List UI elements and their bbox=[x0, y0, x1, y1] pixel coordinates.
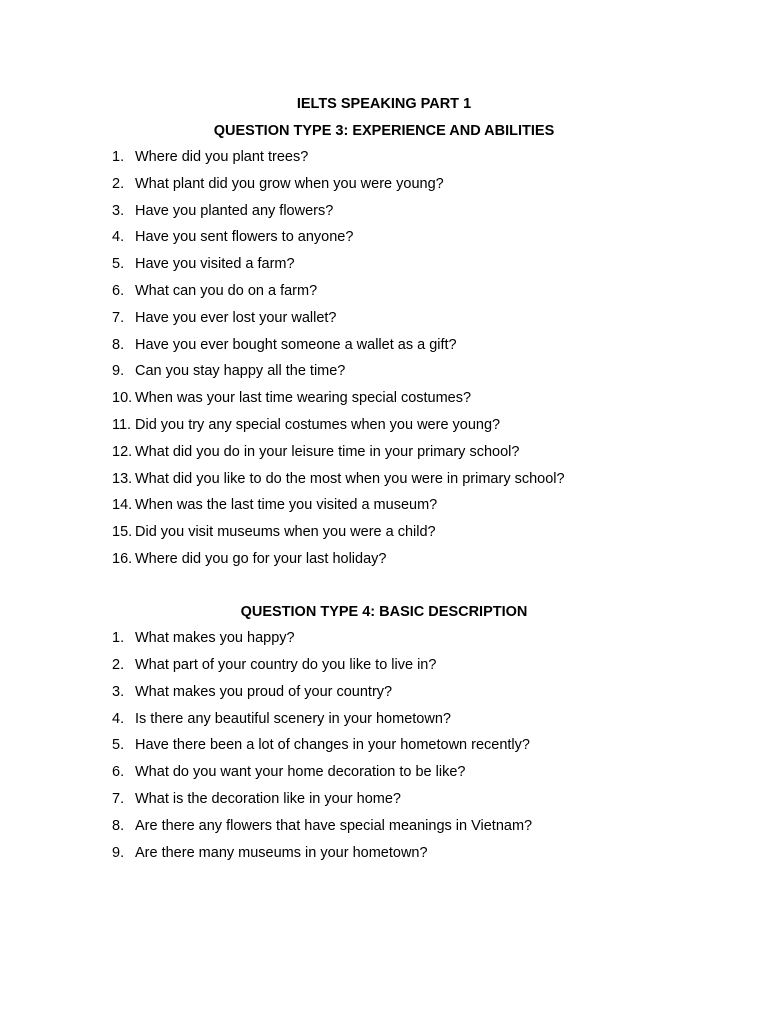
question-number: 6. bbox=[112, 282, 125, 299]
question-number: 12. bbox=[112, 443, 133, 460]
question-item bbox=[0, 546, 768, 573]
question-number: 1. bbox=[112, 630, 125, 647]
question-text: When was your last time wearing special costumes? bbox=[135, 390, 472, 407]
question-item bbox=[0, 412, 768, 439]
question-text: What is the decoration like in your home? bbox=[135, 791, 401, 808]
question-item bbox=[0, 732, 768, 759]
question-number: 8. bbox=[112, 817, 125, 834]
question-text: What plant did you grow when you were young? bbox=[135, 175, 444, 192]
question-number: 15. bbox=[112, 524, 133, 541]
question-item bbox=[0, 840, 768, 867]
question-text: What do you want your home decoration to be like? bbox=[135, 764, 466, 781]
question-item bbox=[0, 679, 768, 706]
section-heading: QUESTION TYPE 4: BASIC DESCRIPTION bbox=[240, 603, 528, 620]
question-text: Can you stay happy all the time? bbox=[135, 363, 346, 380]
question-item bbox=[0, 251, 768, 278]
question-text: What part of your country do you like to live in? bbox=[135, 657, 437, 674]
question-number: 8. bbox=[112, 336, 125, 353]
question-number: 2. bbox=[112, 175, 125, 192]
question-text: What did you do in your leisure time in your primary school? bbox=[135, 443, 520, 460]
question-item bbox=[0, 171, 768, 198]
question-number: 9. bbox=[112, 363, 125, 380]
question-text: Did you try any special costumes when you were young? bbox=[135, 416, 501, 433]
question-text: Have there been a lot of changes in your hometown recently? bbox=[135, 737, 530, 754]
question-text: Where did you plant trees? bbox=[135, 149, 309, 165]
question-item bbox=[0, 144, 768, 171]
question-item bbox=[0, 332, 768, 359]
question-number: 14. bbox=[112, 497, 133, 514]
question-text: Have you ever lost your wallet? bbox=[135, 309, 337, 326]
sections-container bbox=[0, 118, 768, 867]
question-number: 11. bbox=[112, 416, 132, 433]
question-number: 2. bbox=[112, 657, 125, 674]
question-number: 4. bbox=[112, 710, 125, 727]
question-text: What makes you happy? bbox=[135, 630, 295, 647]
question-item bbox=[0, 466, 768, 493]
question-item bbox=[0, 305, 768, 332]
question-item bbox=[0, 358, 768, 385]
question-item bbox=[0, 492, 768, 519]
question-text: Have you sent flowers to anyone? bbox=[135, 229, 354, 246]
question-number: 9. bbox=[112, 844, 125, 861]
question-item bbox=[0, 625, 768, 652]
question-number: 6. bbox=[112, 764, 125, 781]
question-item bbox=[0, 439, 768, 466]
question-item bbox=[0, 385, 768, 412]
question-text: Is there any beautiful scenery in your hometown? bbox=[135, 710, 451, 727]
question-number: 13. bbox=[112, 470, 133, 487]
question-number: 3. bbox=[112, 683, 125, 700]
question-text: Have you planted any flowers? bbox=[135, 202, 334, 219]
question-text: Did you visit museums when you were a child? bbox=[135, 524, 436, 541]
question-item bbox=[0, 519, 768, 546]
question-text: Where did you go for your last holiday? bbox=[135, 550, 387, 567]
question-item bbox=[0, 759, 768, 786]
question-number: 7. bbox=[112, 309, 125, 326]
question-list bbox=[0, 144, 768, 573]
document-title: IELTS SPEAKING PART 1 bbox=[296, 96, 472, 112]
section-spacer bbox=[0, 573, 768, 599]
question-text: Have you visited a farm? bbox=[135, 256, 295, 273]
question-text: Are there many museums in your hometown? bbox=[135, 844, 428, 861]
question-number: 5. bbox=[112, 256, 125, 273]
question-text: What can you do on a farm? bbox=[135, 282, 318, 299]
question-number: 1. bbox=[112, 149, 125, 165]
question-item bbox=[0, 706, 768, 733]
question-number: 7. bbox=[112, 791, 125, 808]
question-number: 5. bbox=[112, 737, 125, 754]
question-text: When was the last time you visited a museum? bbox=[135, 497, 438, 514]
section-heading: QUESTION TYPE 3: EXPERIENCE AND ABILITIES bbox=[213, 122, 555, 139]
question-item bbox=[0, 278, 768, 305]
question-item bbox=[0, 813, 768, 840]
question-number: 16. bbox=[112, 550, 133, 567]
question-item bbox=[0, 224, 768, 251]
question-text: Have you ever bought someone a wallet as a gift? bbox=[135, 336, 457, 353]
question-list bbox=[0, 625, 768, 866]
question-item bbox=[0, 652, 768, 679]
question-item bbox=[0, 198, 768, 225]
question-text: What makes you proud of your country? bbox=[135, 683, 393, 700]
question-number: 4. bbox=[112, 229, 125, 246]
question-number: 10. bbox=[112, 390, 133, 407]
question-item bbox=[0, 786, 768, 813]
question-text: What did you like to do the most when you were in primary school? bbox=[135, 470, 565, 487]
question-text: Are there any flowers that have special meanings in Vietnam? bbox=[135, 817, 533, 834]
question-number: 3. bbox=[112, 202, 125, 219]
